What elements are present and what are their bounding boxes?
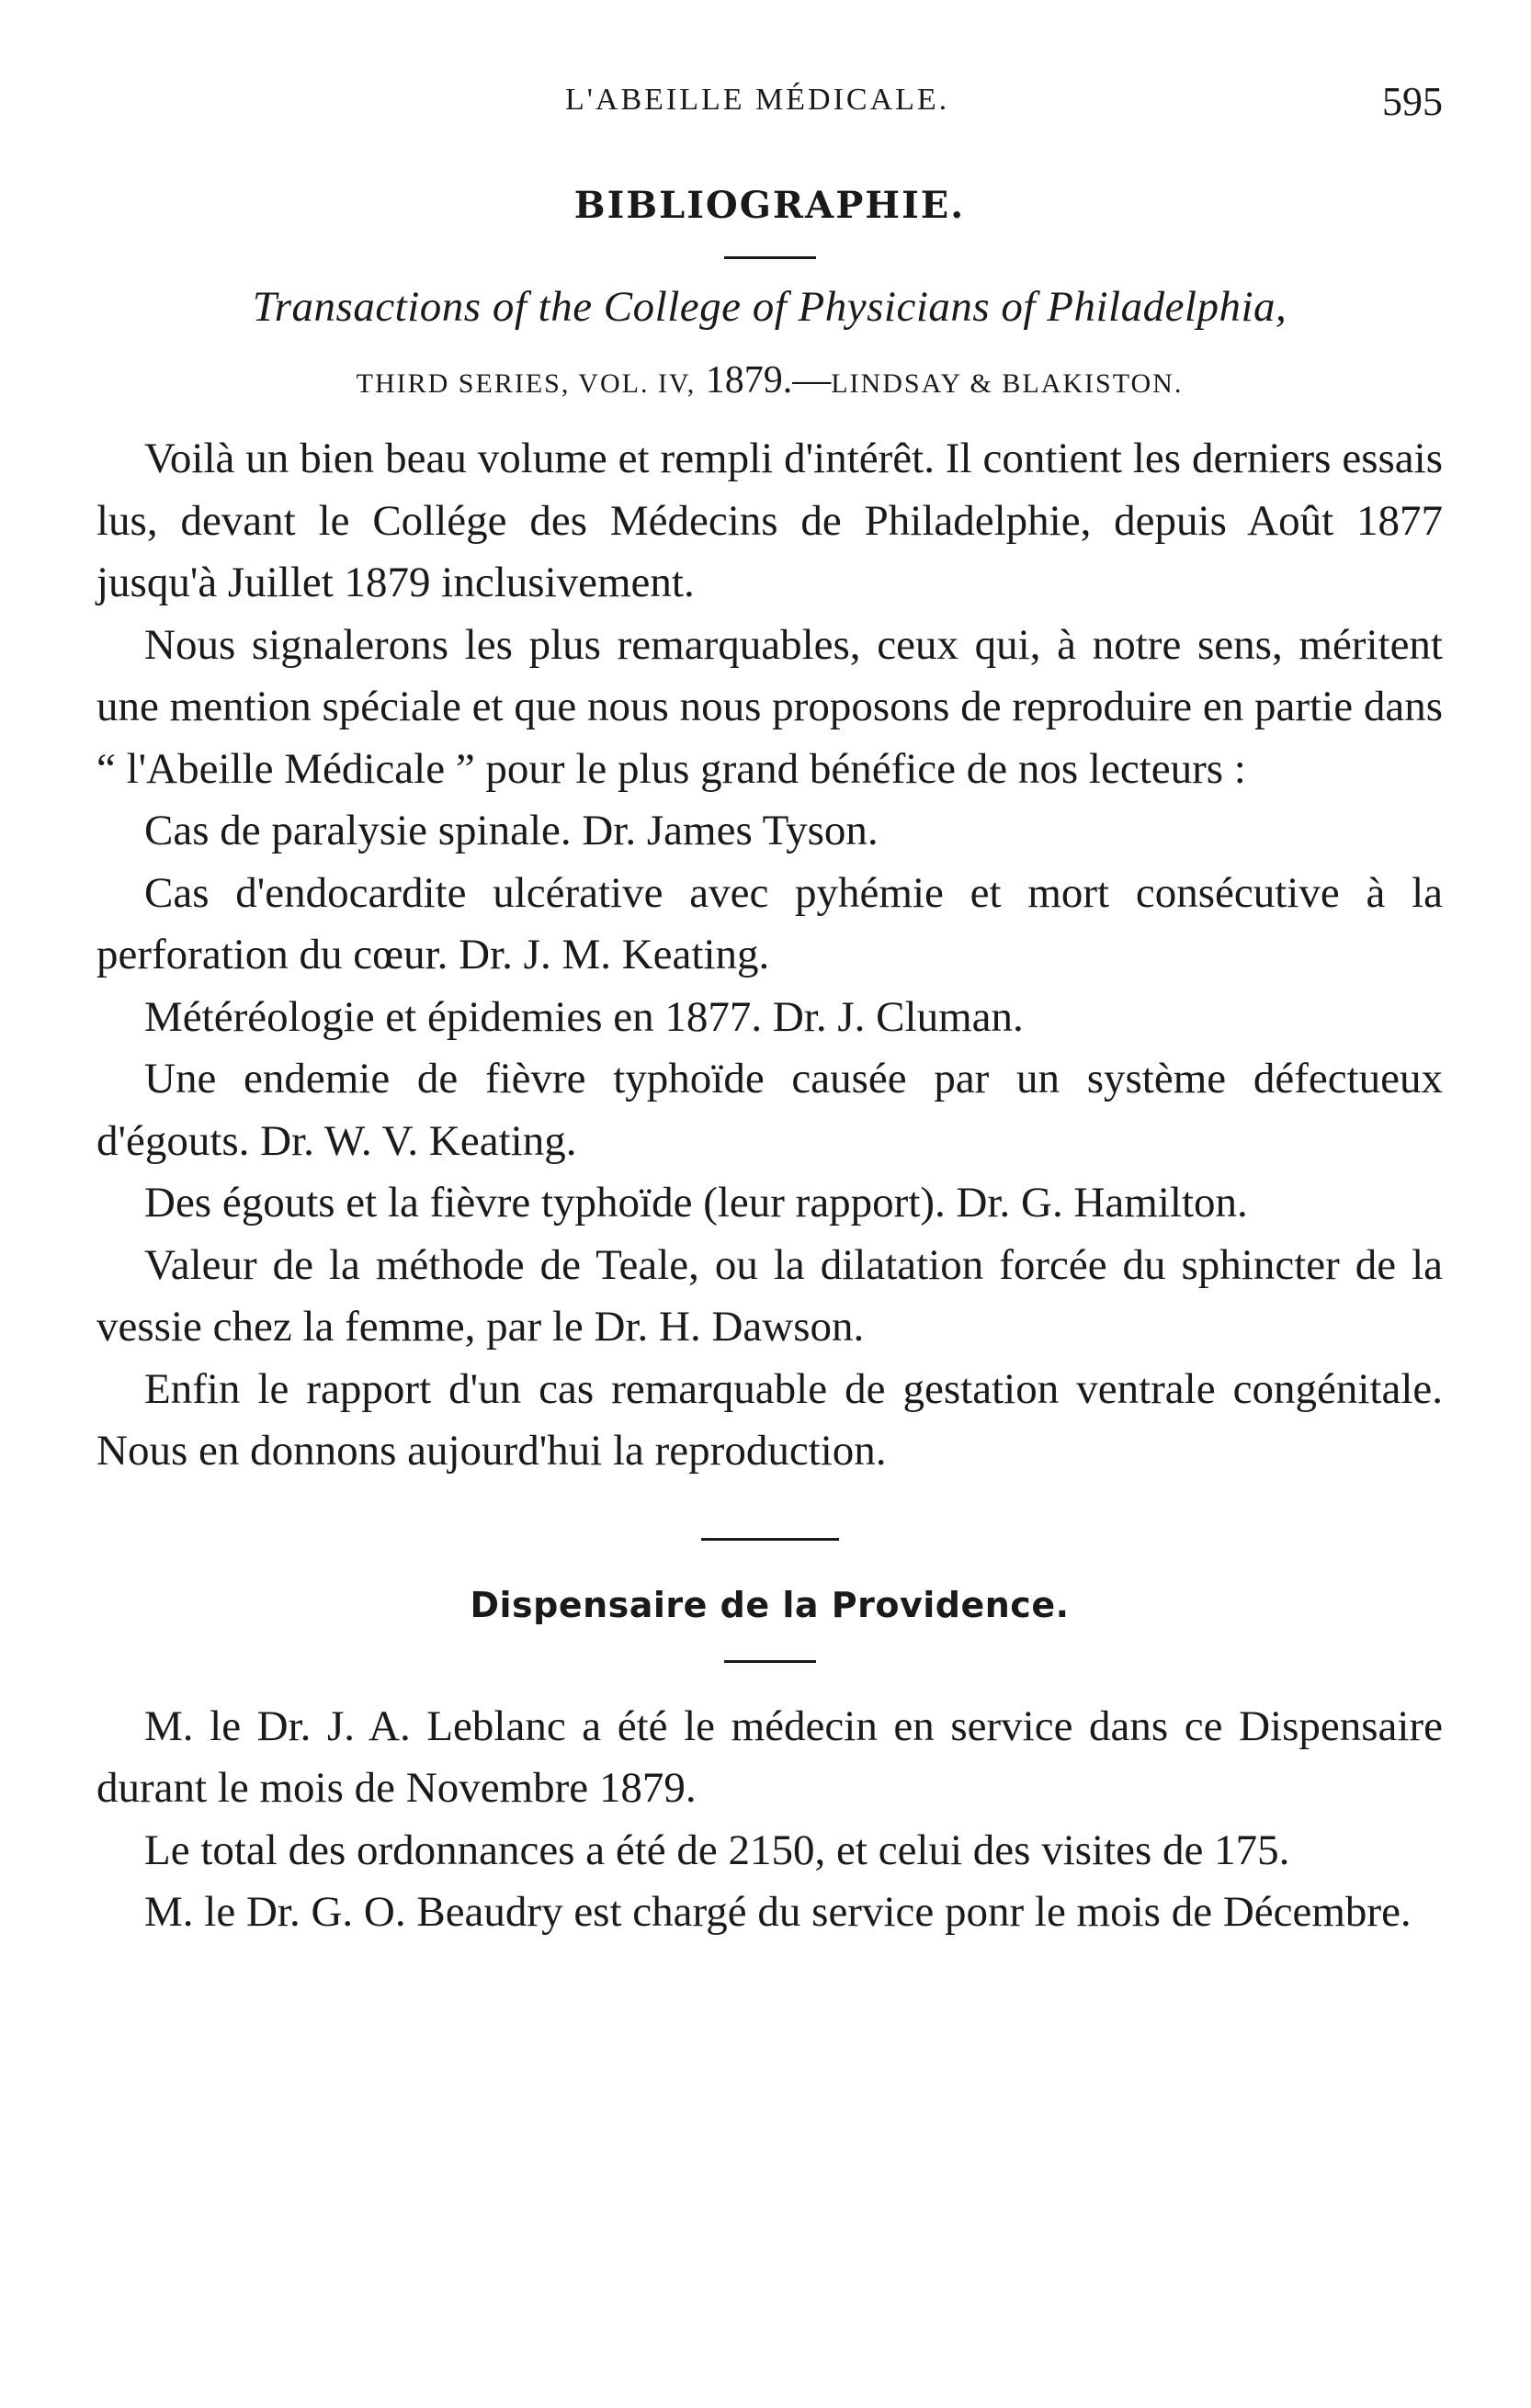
running-title: L'ABEILLE MÉDICALE. [565,83,950,117]
book-title: Transactions of the College of Physicians of Philadelphia, [252,283,1287,331]
paragraph: Voilà un bien beau volume et rempli d'intérêt. Il contient les derniers essais lus, devant le Collége des Médecins de Philadelphie, depuis Août 1877 jusqu'à Juillet 1879 inclusivement. [96,435,1443,606]
paragraph: Le total des ordonnances a été de 2150, et celui des visites de 175. [144,1826,1290,1874]
bibliographie-body [96,428,1443,1483]
book-year: 1879.— [696,359,832,401]
running-header [96,73,1443,129]
list-item: Valeur de la méthode de Teale, ou la dilatation forcée du sphincter de la vessie chez la femme, par le Dr. H. Dawson. [96,1240,1443,1351]
book-publisher: LINDSAY & BLAKISTON. [831,368,1184,399]
divider-rule [724,256,816,259]
book-meta [96,358,1443,402]
list-item: Météréologie et épidemies en 1877. Dr. J. Cluman. [144,992,1024,1041]
paragraph: M. le Dr. G. O. Beaudry est chargé du service ponr le mois de Décembre. [144,1888,1412,1936]
section-divider [701,1538,839,1541]
list-item: Enfin le rapport d'un cas remarquable de gestation ventrale congénitale. Nous en donnons aujourd'hui la reproduction. [96,1364,1443,1475]
section-title-bibliographie: BIBLIOGRAPHIE. [573,184,966,227]
paragraph: Nous signalerons les plus remarquables, ceux qui, à notre sens, méritent une mention spéciale et que nous nous proposons de reproduire en partie dans “ l'Abeille Médicale ” pour le plus grand bénéfice de nos lecteurs : [96,620,1443,793]
paragraph: M. le Dr. J. A. Leblanc a été le médecin en service dans ce Dispensaire durant le mois de Novembre 1879. [96,1701,1443,1812]
document-page [96,73,1443,1944]
dispensaire-body [96,1696,1443,1944]
list-item: Des égouts et la fièvre typhoïde (leur rapport). Dr. G. Hamilton. [144,1179,1248,1227]
list-item: Cas d'endocardite ulcérative avec pyhémie et mort consécutive à la perforation du cœur. Dr. J. M. Keating. [96,868,1443,978]
section-title-dispensaire: Dispensaire de la Providence. [470,1584,1070,1625]
list-item: Une endemie de fièvre typhoïde causée par un système défectueux d'égouts. Dr. W. V. Keating. [96,1055,1443,1165]
page-number: 595 [1382,79,1443,124]
list-item: Cas de paralysie spinale. Dr. James Tyson. [144,807,879,854]
divider-rule [724,1660,816,1663]
book-series: THIRD SERIES, VOL. IV, [356,368,697,399]
paper-list [96,800,1443,1483]
